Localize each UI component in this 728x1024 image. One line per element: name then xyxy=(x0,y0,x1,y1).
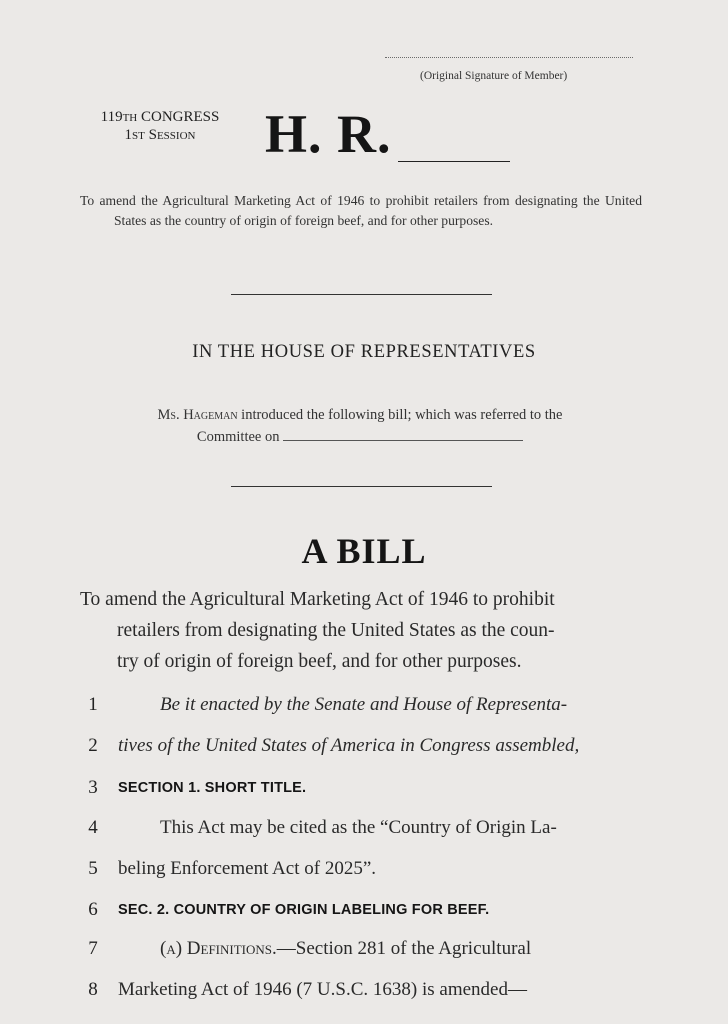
bill-line xyxy=(0,858,728,898)
line-number: 1 xyxy=(88,694,98,715)
signature-line xyxy=(385,57,633,58)
line-number: 5 xyxy=(88,858,98,879)
section-text: Marketing Act of 1946 (7 U.S.C. 1638) is amended— xyxy=(118,979,527,1000)
introduction-text xyxy=(80,405,640,448)
line-number: 7 xyxy=(88,938,98,959)
bill-number-blank xyxy=(398,161,510,162)
line-number: 2 xyxy=(88,735,98,756)
section-heading: SEC. 2. COUNTRY OF ORIGIN LABELING FOR BEEF. xyxy=(118,902,490,918)
bill-line xyxy=(0,735,728,775)
bill-line xyxy=(0,777,728,817)
bill-purpose xyxy=(80,584,640,677)
short-purpose-line1: To amend the Agricultural Marketing Act of 1946 to prohibit retailers from xyxy=(80,193,510,208)
section-text xyxy=(160,938,640,960)
section-text: This Act may be cited as the “Country of Origin La- xyxy=(160,817,557,838)
signature-label: (Original Signature of Member) xyxy=(420,70,568,82)
congress-session-block xyxy=(80,108,240,144)
divider-rule xyxy=(231,294,492,295)
bill-purpose-line: try of origin of foreign beef, and for other purposes. xyxy=(117,651,522,672)
enacting-clause: tives of the United States of America in Congress assembled, xyxy=(118,735,580,756)
line-number: 8 xyxy=(88,979,98,1000)
session-number: 1st Session xyxy=(124,127,196,143)
line-number: 4 xyxy=(88,817,98,838)
committee-label: Committee on xyxy=(196,429,280,445)
bill-heading: A BILL xyxy=(301,531,427,571)
bill-line xyxy=(0,694,728,734)
bill-line xyxy=(0,938,728,978)
committee-blank xyxy=(283,426,523,441)
divider-rule xyxy=(231,486,492,487)
section-heading: SECTION 1. SHORT TITLE. xyxy=(118,780,307,796)
subsection-label: (a) Definitions. xyxy=(160,938,277,959)
bill-line xyxy=(0,899,728,939)
intro-line-2 xyxy=(80,426,640,448)
house-title: IN THE HOUSE OF REPRESENTATIVES xyxy=(192,342,536,362)
bill-line xyxy=(0,817,728,857)
short-purpose xyxy=(80,191,642,231)
subsection-text: —Section 281 of the Agricultural xyxy=(276,938,532,959)
short-purpose-rest: designating the United States as the country of origin of foreign beef, and for other purposes. xyxy=(114,193,642,228)
bill-number-prefix: H. R. xyxy=(265,104,392,164)
short-purpose-text xyxy=(80,191,642,231)
line-number: 3 xyxy=(88,777,98,798)
enacting-clause: Be it enacted by the Senate and House of Representa- xyxy=(160,694,568,715)
bill-purpose-line: retailers from designating the United States as the coun- xyxy=(117,620,555,641)
line-number: 6 xyxy=(88,899,98,920)
congress-number: 119th CONGRESS xyxy=(100,109,220,125)
intro-statement: introduced the following bill; which was referred to the xyxy=(241,407,563,423)
sponsor-name: Ms. Hageman xyxy=(157,407,238,423)
bill-purpose-line: To amend the Agricultural Marketing Act of 1946 to prohibit xyxy=(80,589,555,610)
intro-line-1 xyxy=(80,405,640,426)
bill-line xyxy=(0,979,728,1019)
section-text: beling Enforcement Act of 2025”. xyxy=(118,858,377,879)
